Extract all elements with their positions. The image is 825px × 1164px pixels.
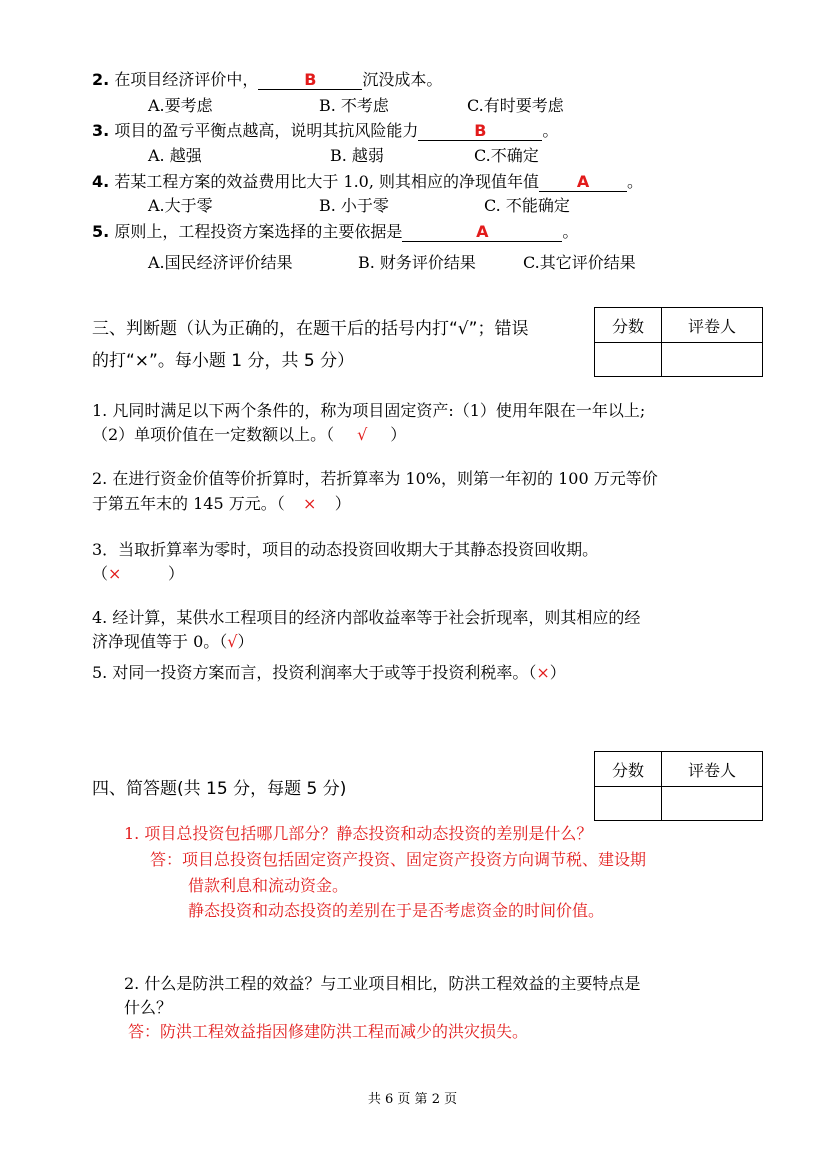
grader-cell[interactable] bbox=[662, 787, 763, 821]
page-footer: 共 6 页 第 2 页 bbox=[367, 1092, 458, 1107]
tf-q4-answer: √ bbox=[227, 632, 238, 651]
section3-title-line2: 的打“×”。每小题 1 分，共 5 分） bbox=[92, 351, 355, 371]
score-cell[interactable] bbox=[595, 787, 662, 821]
score-cell[interactable] bbox=[595, 343, 662, 377]
tf-q1-line1: 1. 凡同时满足以下两个条件的，称为项目固定资产:（1）使用年限在一年以上; bbox=[92, 401, 646, 420]
mc-q2-option-b: B. 不考虑 bbox=[319, 96, 389, 115]
mc-q3-option-c: C.不确定 bbox=[474, 146, 539, 165]
sa-q1-answer-line1: 答：项目总投资包括固定资产投资、固定资产投资方向调节税、建设期 bbox=[150, 850, 647, 869]
grader-cell[interactable] bbox=[662, 343, 763, 377]
answer-blank: B bbox=[258, 70, 362, 90]
score-table bbox=[594, 307, 763, 377]
tf-q4-line1: 4. 经计算，某供水工程项目的经济内部收益率等于社会折现率，则其相应的经 bbox=[92, 608, 641, 627]
mc-q3-option-b: B. 越弱 bbox=[330, 146, 384, 165]
mc-q5-option-c: C.其它评价结果 bbox=[523, 253, 636, 272]
section4-title: 四、简答题(共 15 分，每题 5 分) bbox=[92, 779, 347, 799]
mc-q3-option-a: A. 越强 bbox=[148, 146, 202, 165]
tf-q3-line1: 3．当取折算率为零时，项目的动态投资回收期大于其静态投资回收期。 bbox=[92, 540, 599, 559]
section3-title-line1: 三、判断题（认为正确的，在题干后的括号内打“√”；错误 bbox=[92, 319, 529, 339]
sa-q1: 1. 项目总投资包括哪几部分？静态投资和动态投资的差别是什么？ bbox=[124, 824, 593, 843]
mc-q5-option-a: A.国民经济评价结果 bbox=[148, 253, 293, 272]
mc-q2: 2. 在项目经济评价中， B 沉没成本。 bbox=[92, 70, 443, 89]
tf-q5-line: 5. 对同一投资方案而言，投资利润率大于或等于投资利税率。（×） bbox=[92, 663, 566, 682]
tf-q1-line2: （2）单项价值在一定数额以上。（ √ ） bbox=[92, 425, 407, 444]
mc-q2-option-a: A.要考虑 bbox=[148, 96, 213, 115]
mc-q5-option-b: B. 财务评价结果 bbox=[358, 253, 476, 272]
grader-header: 评卷人 bbox=[662, 308, 763, 343]
answer-blank: A bbox=[402, 222, 562, 242]
mc-q3: 3. 项目的盈亏平衡点越高，说明其抗风险能力 B 。 bbox=[92, 121, 559, 140]
mc-q2-option-c: C.有时要考虑 bbox=[467, 96, 564, 115]
mc-q4-option-c: C. 不能确定 bbox=[484, 196, 570, 215]
mc-q5: 5. 原则上，工程投资方案选择的主要依据是 A 。 bbox=[92, 222, 579, 241]
score-table bbox=[594, 751, 763, 821]
sa-q2-line2: 什么？ bbox=[124, 998, 173, 1017]
mc-q4-option-a: A.大于零 bbox=[148, 196, 213, 215]
tf-q3-line2: （× ） bbox=[92, 564, 185, 583]
mc-q4-option-b: B. 小于零 bbox=[319, 196, 389, 215]
tf-q4-line2: 济净现值等于 0。（√） bbox=[92, 632, 254, 651]
tf-q5-answer: × bbox=[536, 663, 550, 682]
tf-q2-line2: 于第五年末的 145 万元。（ × ） bbox=[92, 494, 351, 513]
tf-q2-line1: 2. 在进行资金价值等价折算时，若折算率为 10%，则第一年初的 100 万元等价 bbox=[92, 469, 658, 488]
mc-q4: 4. 若某工程方案的效益费用比大于 1.0, 则其相应的净现值年值 A 。 bbox=[92, 172, 644, 191]
sa-q2-line1: 2. 什么是防洪工程的效益？与工业项目相比，防洪工程效益的主要特点是 bbox=[124, 974, 641, 993]
answer-blank: B bbox=[418, 121, 542, 141]
score-header: 分数 bbox=[595, 308, 662, 343]
score-header: 分数 bbox=[595, 752, 662, 787]
answer-blank: A bbox=[539, 172, 627, 192]
sa-q2-answer: 答：防洪工程效益指因修建防洪工程而减少的洪灾损失。 bbox=[128, 1022, 529, 1041]
grader-header: 评卷人 bbox=[662, 752, 763, 787]
tf-q1-answer: √ bbox=[357, 425, 368, 444]
tf-q3-answer: × bbox=[108, 564, 122, 583]
tf-q2-answer: × bbox=[303, 494, 317, 513]
sa-q1-answer-line2: 借款利息和流动资金。 bbox=[188, 876, 349, 895]
sa-q1-answer-line3: 静态投资和动态投资的差别在于是否考虑资金的时间价值。 bbox=[188, 901, 605, 920]
